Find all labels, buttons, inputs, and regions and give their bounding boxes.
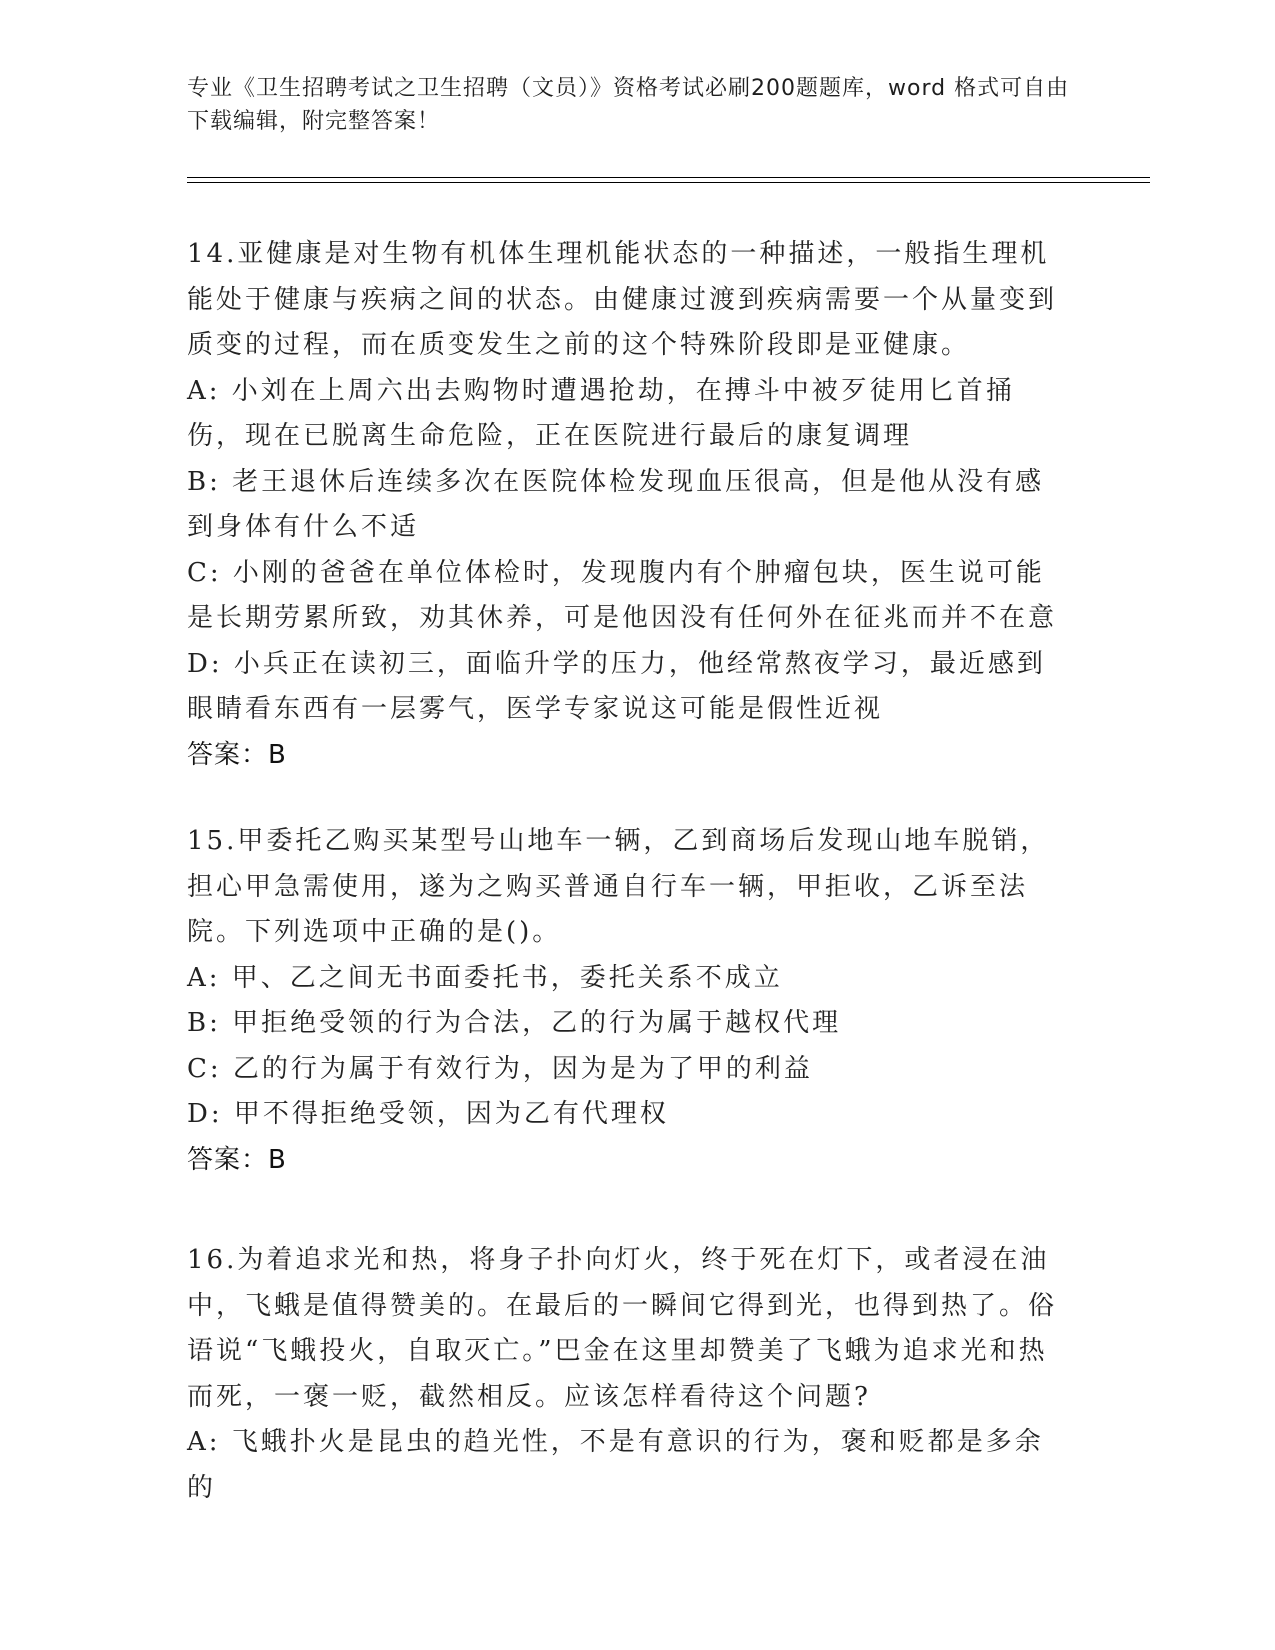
option-c: C: 小刚的爸爸在单位体检时，发现腹内有个肿瘤包块，医生说可能是长期劳累所致，劝其休养，可是他因没有任何外在征兆而并不在意	[187, 557, 1058, 633]
header-divider-top	[187, 177, 1150, 178]
question-stem: 16.为着追求光和热，将身子扑向灯火，终于死在灯下，或者浸在油中，飞蛾是值得赞美的。在最后的一瞬间它得到光，也得到热了。俗语说“飞蛾投火，自取灭亡。”巴金在这里却赞美了飞蛾为追求光和热而死，一褒一贬，截然相反。应该怎样看待这个问题?	[187, 1245, 1058, 1412]
option-d: D: 甲不得拒绝受领，因为乙有代理权	[187, 1099, 669, 1129]
question-stem: 14.亚健康是对生物有机体生理机能状态的一种描述，一般指生理机能处于健康与疾病之间的状态。由健康过渡到疾病需要一个从量变到质变的过程，而在质变发生之前的这个特殊阶段即是亚健康。	[187, 239, 1058, 360]
answer: 答案：B	[187, 739, 287, 770]
header-divider-bottom	[187, 182, 1150, 183]
question-stem: 15.甲委托乙购买某型号山地车一辆，乙到商场后发现山地车脱销，担心甲急需使用，遂为之购买普通自行车一辆，甲拒收，乙诉至法院。下列选项中正确的是()。	[187, 826, 1050, 947]
question-14	[187, 232, 1067, 778]
option-a: A: 小刘在上周六出去购物时遭遇抢劫，在搏斗中被歹徒用匕首捅伤，现在已脱离生命危险，正在医院进行最后的康复调理	[187, 375, 1015, 451]
answer: 答案：B	[187, 1144, 287, 1175]
option-a: A: 飞蛾扑火是昆虫的趋光性，不是有意识的行为，褒和贬都是多余的	[187, 1427, 1044, 1503]
question-16	[187, 1238, 1067, 1511]
option-b: B: 老王退休后连续多次在医院体检发现血压很高，但是他从没有感到身体有什么不适	[187, 466, 1045, 542]
option-a: A: 甲、乙之间无书面委托书，委托关系不成立	[187, 962, 783, 993]
option-b: B: 甲拒绝受领的行为合法，乙的行为属于越权代理	[187, 1008, 842, 1038]
document-header	[187, 72, 1087, 138]
question-15	[187, 819, 1067, 1183]
header-title: 专业《卫生招聘考试之卫生招聘（文员）》资格考试必刷200题题库，word 格式可自由下载编辑，附完整答案！	[187, 76, 1070, 134]
option-c: C: 乙的行为属于有效行为，因为是为了甲的利益	[187, 1053, 813, 1084]
option-d: D: 小兵正在读初三，面临升学的压力，他经常熬夜学习，最近感到眼睛看东西有一层雾气，医学专家说这可能是假性近视	[187, 648, 1046, 724]
